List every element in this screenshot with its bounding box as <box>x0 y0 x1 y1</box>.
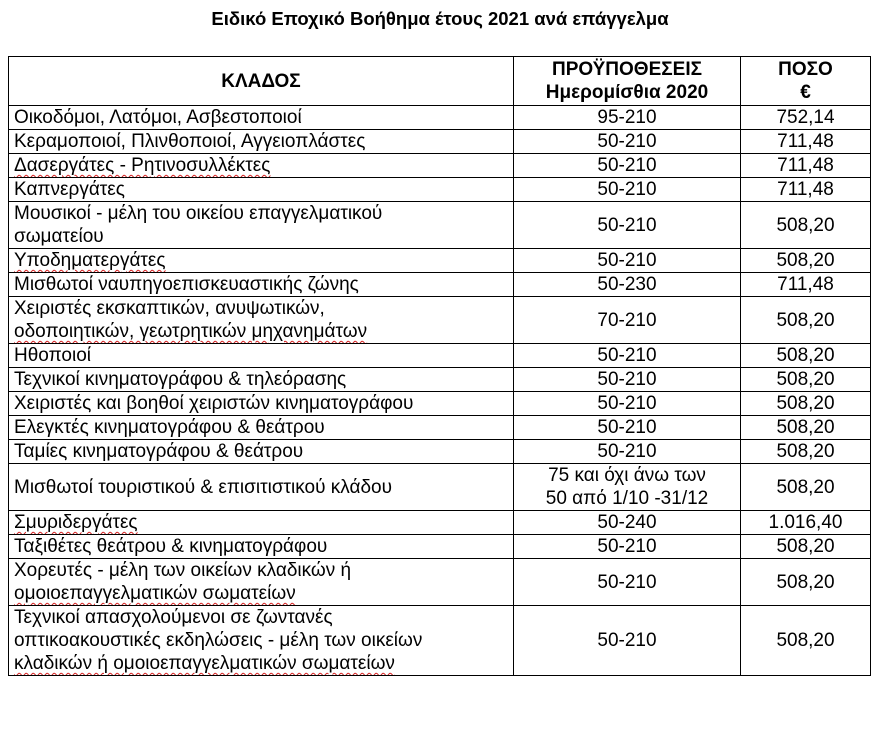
branch-cell: Κεραμοποιοί, Πλινθοποιοί, Αγγειοπλάστες <box>9 130 514 154</box>
table-row <box>9 440 871 464</box>
branch-text: Δασεργάτες - Ρητινοσυλλέκτες <box>14 155 271 176</box>
branch-cell: Μισθωτοί τουριστικού & επισιτιστικού κλάδου <box>9 464 514 511</box>
branch-text: Υποδηματεργάτες <box>14 250 166 271</box>
amount-cell: 508,20 <box>741 606 871 676</box>
branch-cell: Ηθοποιοί <box>9 344 514 368</box>
amount-cell: 508,20 <box>741 368 871 392</box>
conditions-cell: 50-210 <box>514 535 741 559</box>
table-row <box>9 464 871 511</box>
amount-cell: 711,48 <box>741 154 871 178</box>
branch-text-line1: Τεχνικοί απασχολούμενοι σε ζωντανές <box>14 607 333 628</box>
amount-cell: 508,20 <box>741 464 871 511</box>
branch-cell <box>9 154 514 178</box>
amount-cell: 508,20 <box>741 249 871 273</box>
table-row <box>9 606 871 676</box>
table-header-row <box>9 57 871 106</box>
header-conditions-line2: Ημερομίσθια 2020 <box>545 82 709 103</box>
conditions-cell: 50-210 <box>514 154 741 178</box>
branch-text-line2: ομοιοεπαγγελματικών σωματείων <box>14 583 296 604</box>
branch-cell <box>9 249 514 273</box>
branch-cell: Καπνεργάτες <box>9 178 514 202</box>
header-conditions <box>514 57 741 106</box>
branch-cell: Μισθωτοί ναυπηγοεπισκευαστικής ζώνης <box>9 273 514 297</box>
document-title: Ειδικό Εποχικό Βοήθημα έτους 2021 ανά επάγγελμα <box>211 8 669 29</box>
amount-cell: 508,20 <box>741 392 871 416</box>
branch-text-line3: κλαδικών ή ομοιοεπαγγελματικών σωματείων <box>14 653 395 674</box>
header-amount-line2: € <box>800 82 811 103</box>
branch-cell: Χειριστές και βοηθοί χειριστών κινηματογράφου <box>9 392 514 416</box>
table-row <box>9 559 871 606</box>
conditions-cell: 50-210 <box>514 368 741 392</box>
conditions-cell: 50-230 <box>514 273 741 297</box>
branch-cell: Ελεγκτές κινηματογράφου & θεάτρου <box>9 416 514 440</box>
branch-cell: Τεχνικοί κινηματογράφου & τηλεόρασης <box>9 368 514 392</box>
amount-cell: 508,20 <box>741 559 871 606</box>
branch-text-line1: Μουσικοί - μέλη του οικείου επαγγελματικού <box>14 203 383 224</box>
branch-text-line2: οπτικοακουστικές εκδηλώσεις - μέλη των οικείων <box>14 630 423 651</box>
table-row <box>9 368 871 392</box>
header-amount <box>741 57 871 106</box>
conditions-cell: 50-210 <box>514 249 741 273</box>
table-row <box>9 297 871 344</box>
table-row <box>9 511 871 535</box>
amount-cell: 711,48 <box>741 273 871 297</box>
amount-cell: 508,20 <box>741 440 871 464</box>
amount-cell: 508,20 <box>741 344 871 368</box>
table-row <box>9 154 871 178</box>
amount-cell: 508,20 <box>741 416 871 440</box>
conditions-cell: 50-210 <box>514 440 741 464</box>
branch-cell: Ταξιθέτες θεάτρου & κινηματογράφου <box>9 535 514 559</box>
table-row <box>9 416 871 440</box>
table-row <box>9 535 871 559</box>
table-row <box>9 178 871 202</box>
conditions-cell: 50-210 <box>514 392 741 416</box>
header-branch: ΚΛΑΔΟΣ <box>9 57 514 106</box>
branch-text-line2: σωματείου <box>14 226 104 247</box>
amount-cell: 508,20 <box>741 202 871 249</box>
table-row <box>9 392 871 416</box>
conditions-cell: 70-210 <box>514 297 741 344</box>
conditions-cell: 50-210 <box>514 344 741 368</box>
branch-cell <box>9 606 514 676</box>
conditions-text-line1: 75 και όχι άνω των <box>548 465 706 486</box>
branch-cell <box>9 559 514 606</box>
amount-cell: 752,14 <box>741 106 871 130</box>
conditions-cell <box>514 464 741 511</box>
amount-cell: 711,48 <box>741 130 871 154</box>
table-row <box>9 344 871 368</box>
conditions-text-line2: 50 από 1/10 -31/12 <box>545 488 709 509</box>
branch-cell: Ταμίες κινηματογράφου & θεάτρου <box>9 440 514 464</box>
conditions-cell: 50-210 <box>514 606 741 676</box>
header-amount-line1: ΠΟΣΟ <box>778 59 833 80</box>
amount-cell: 508,20 <box>741 535 871 559</box>
conditions-cell: 50-210 <box>514 416 741 440</box>
amount-cell: 508,20 <box>741 297 871 344</box>
amount-cell: 711,48 <box>741 178 871 202</box>
table-row <box>9 202 871 249</box>
table-row <box>9 273 871 297</box>
branch-cell: Οικοδόμοι, Λατόμοι, Ασβεστοποιοί <box>9 106 514 130</box>
amount-cell: 1.016,40 <box>741 511 871 535</box>
conditions-cell: 50-210 <box>514 559 741 606</box>
conditions-cell: 50-210 <box>514 130 741 154</box>
branch-cell <box>9 297 514 344</box>
conditions-cell: 95-210 <box>514 106 741 130</box>
table-row <box>9 130 871 154</box>
branch-cell <box>9 202 514 249</box>
conditions-cell: 50-240 <box>514 511 741 535</box>
branch-text-line2: οδοποιητικών, γεωτρητικών μηχανημάτων <box>14 321 368 342</box>
branch-cell <box>9 511 514 535</box>
branch-text-line1: Χειριστές εκσκαπτικών, ανυψωτικών, <box>14 298 325 319</box>
conditions-cell: 50-210 <box>514 202 741 249</box>
branch-text-line1: Χορευτές - μέλη των οικείων κλαδικών ή <box>14 560 352 581</box>
benefit-table <box>8 56 871 676</box>
header-conditions-line1: ΠΡΟΫΠΟΘΕΣΕΙΣ <box>551 59 703 80</box>
table-row <box>9 106 871 130</box>
conditions-cell: 50-210 <box>514 178 741 202</box>
table-row <box>9 249 871 273</box>
branch-text: Σμυριδεργάτες <box>14 512 138 533</box>
